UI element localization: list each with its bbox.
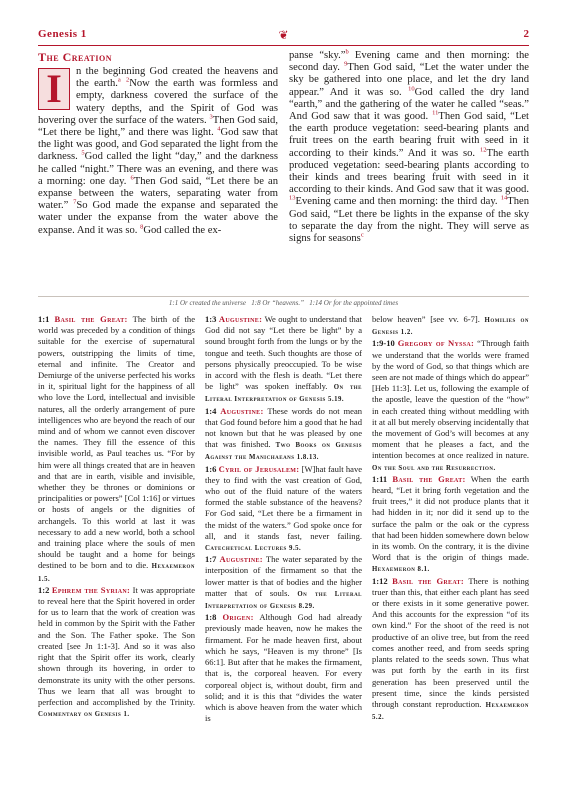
verse-text: Then God said, “Let there be light,” and there was light. [38,114,278,139]
verse-reference: 1:4 [205,405,217,416]
page-number: 2 [523,28,529,40]
source-citation: Hexaemeron 1.5. [38,563,195,583]
commentary-text: We ought to understand that God did not say “Let there be light” by a sound brought forth from the lungs or by the tongue and teeth. Such thoughts are those of persons physically preoccupied. To be wise in accord with the flesh is death. “Let there be light” was spoken ineffably. [205,314,363,392]
verse-text: Evening came and then morning: the third day. [295,196,498,208]
footnote-marker: b [345,48,349,56]
scripture-column-left [38,66,278,237]
commentary-text: When the earth heard, “Let it bring forth vegetation and the fruit trees,” it did not produce plants that it had hidden in it; nor did it send up to the surface the palm or the oak or the cypress that had been hidden somewhere down below in its womb. On the contrary, it is the divine Word that is the origin of things made. [372,473,529,563]
verse-text: Then God said, “Let there be lights in the expanse of the sky to separate the day from the night. They will serve as signs for seasons [289,196,529,245]
verse-reference: 1:6 [205,463,217,474]
commentary-entry [372,576,529,724]
verse-number: 2 [125,76,130,84]
commentary-entry [372,474,529,576]
verse-text: Then God said, “Let the water under the sky be gathered into one place, and let the dry land appear.” And it was so. [289,62,530,98]
book-chapter-label: Genesis 1 [38,28,87,40]
commentary-entry [372,314,529,338]
source-citation: Hexaemeron 8.1. [372,566,430,574]
verse-reference: 1:2 [38,584,50,595]
commentary-entry [38,314,195,585]
footnotes [38,299,529,307]
verse-text: Then God said, “Let the earth produce vegetation: seed-bearing plants and fruit trees on the earth bearing fruit with seed in it according to their kinds.” And it was so. [289,111,529,159]
source-citation: Two Books on Genesis Against the Manichaeans 1.8.13. [205,442,363,462]
drop-cap: I [38,68,70,110]
commentary-column-1 [38,314,195,720]
verse-text: God called the dry land “earth,” and the gathering of the water he called “seas.” And God saw that it was good. [289,86,529,123]
footnote-c: 1:14 Or for the appointed times [309,299,399,307]
footnote-b: 1:8 Or “heavens.” [251,299,304,307]
source-citation: On the Literal Interpretation of Genesis 8.29. [205,590,363,611]
header-rule [38,45,529,46]
verse-number: 10 [408,85,415,93]
source-citation: Hexaemeron 5.2. [372,701,529,722]
verse-text: Now the earth was formless and empty, darkness covered the surface of the watery depths, and the Spirit of God was hovering over the surface of the waters. [38,78,278,126]
verse-number: 12 [479,146,487,154]
commentary-entry [205,314,362,406]
verse-number: 11 [432,109,439,117]
source-citation: On the Soul and the Resurrection. [372,464,496,472]
footnote-rule [38,296,529,297]
section-title: The Creation [38,50,112,64]
verse-number: 9 [344,60,348,68]
verse-text: Then God said, “Let there be an expanse between the waters, separating water from water.” [38,175,278,212]
verse-text: God called the light “day,” and the darkness he called “night.” There was an evening, and there was a morning: one day. [38,151,279,187]
commentary-text: Although God had already previously made heaven, now he makes the firmament. For he made heaven first, about which he says, “Heaven is my throne” [Is 66:1]. But after that he makes the firmament, that is, the corporeal heaven. For every corporeal object is, without doubt, firm and solid; and it is this that “divides the water which is above heaven from the water which is [205,612,362,724]
source-citation: Homilies on Genesis 1.2. [372,317,530,337]
source-citation: Catechetical Lectures 9.5. [205,545,302,553]
footnote-marker: c [360,231,364,239]
verse-reference: 1:7 [205,554,217,565]
verse-reference: 1:11 [372,473,388,484]
verse-number: 6 [130,174,134,182]
source-citation: On the Literal Interpretation of Genesis 5.19. [205,384,362,404]
verse-reference: 1:9-10 [372,338,395,349]
author-name: Augustine: [220,405,264,416]
commentary-text: It was appropriate to reveal here that the Spirit hovered in order for us to learn that the work of creation was held in common by the Spirit with the Father and the Son. The Father spoke. The Son created [see Jn 1:1-3]. And so it was also right that the Spirit offer its work, clearly shown through its hovering, in order to demonstrate its unity with the other persons. Thus we learn that all was brought to perfection and accomplished by the Trinity. [38,584,195,707]
verse-text: panse “sky.” [289,50,346,61]
scripture-column-right [289,50,529,245]
author-name: Ephrem the Syrian: [51,584,131,595]
verse-number: 4 [217,125,221,133]
verse-text: The earth produced vegetation: seed-bearing plants according to their kinds and trees bearing fruit with seed in it according to their kinds. And God saw that it was good. [289,147,530,196]
author-name: Basil the Great: [392,473,466,484]
commentary-text: The birth of the world was preceded by a condition of things suitable for the exercise of supernatural powers, outstripping the limits of time, eternal and infinite. The Creator and Demiurge of the universe perfected his works in it, spiritual light for the happiness of all who love the Lord, intellectual and invisible natures, all the orderly arrangement of pure intelligences who are beyond the reach of our mind and of whom we cannot even discover the names. They fill the essence of this invisible world, as Paul teaches us. “For by him were all things created that are in heaven and that are in earth, visible and invisible, whether they be thrones or dominions or principalities or powers” [Col 1:16] or virtues or hosts of angels or the dignities of archangels. To this world at last it was necessary to add a new world, both a school and training place where the souls of men should be taught and a home for beings destined to be born and to die. [38,314,195,571]
author-name: Cyril of Jerusalem: [218,463,300,474]
verse-text: n the beginning God created the heavens and the earth. [76,66,278,90]
commentary-column-3 [372,314,529,723]
verse-reference: 1:12 [372,575,388,586]
verse-reference: 1:3 [205,314,217,324]
verse-number: 13 [289,194,296,202]
commentary-text: These words do not mean that God found before him a good that he had not known but that he was pleased by one that was finished. [205,405,363,450]
commentary-text: “Through faith we understand that the worlds were framed by the word of God, so that things which are seen are not made of things which do appear” [Heb 11:3]. Let us, following the example of the apostle, leave the question of the “how” in each created thing without meddling with it at all but merely observing incidentally that the movement of God’s will becomes at any moment that he pleases a fact, and the intention becomes at once realized in nature. [372,338,530,461]
verse-reference: 1:1 [38,314,50,324]
footnote-marker: a [117,76,121,84]
scripture-text [289,50,529,245]
verse-number: 7 [73,198,77,206]
author-name: Basil the Great: [392,575,464,586]
commentary-entry [372,338,529,473]
commentary-text: below heaven” [see vv. 6-7]. [372,314,480,324]
verse-reference: 1:8 [205,612,217,623]
author-name: Augustine: [218,314,263,324]
scripture-text [38,66,278,237]
verse-text: God called the ex- [143,224,222,236]
commentary-entry [205,554,362,612]
commentary-text: The water separated by the interposition of the firmament so that the lower matter is that of bodies and the higher matter that of souls. [205,554,363,598]
verse-text: God saw that the light was good, and God separated the light from the darkness. [38,127,278,163]
commentary-entry [205,406,362,464]
verse-number: 8 [140,223,144,231]
author-name: Augustine: [219,554,263,565]
author-name: Gregory of Nyssa: [397,338,475,349]
verse-number: 14 [500,194,508,202]
commentary-column-2 [205,314,362,724]
running-header [38,28,529,44]
commentary-entry [205,464,362,555]
commentary-entry [205,612,362,724]
author-name: Basil the Great: [54,314,128,324]
source-citation: Commentary on Genesis 1. [38,711,130,719]
commentary-text: There is nothing truer than this, that either each plant has seed or there exists in it some generative power. And this accounts for the expression “of its own kind.” For the shoot of the reed is not productive of an olive tree, but from the reed comes another reed, and from seeds spring plants related to the seeds sown. Thus what was put forth by the earth in its first generation has been preserved until the present time, since the kinds persisted through constant reproduction. [372,575,530,709]
ornament-icon: ❦ [278,28,289,42]
verse-text: Evening came and then morning: the second day. [289,50,530,74]
verse-number: 5 [81,149,85,157]
footnote-a: 1:1 Or created the universe [168,299,247,307]
commentary-text: [W]hat fault have they to find with the vast creation of God, who out of the fluid nature of the waters formed the stable substance of the heavens? For God said, “Let there be a firmament in the midst of the waters.” God spoke once for all, and it stands fast, never failing. [205,463,363,541]
verse-number: 3 [209,113,213,121]
verse-text: So God made the expanse and separated the water under the expanse from the water above the expanse. And it was so. [38,200,278,236]
author-name: Origen: [222,612,254,623]
commentary-entry [38,585,195,720]
